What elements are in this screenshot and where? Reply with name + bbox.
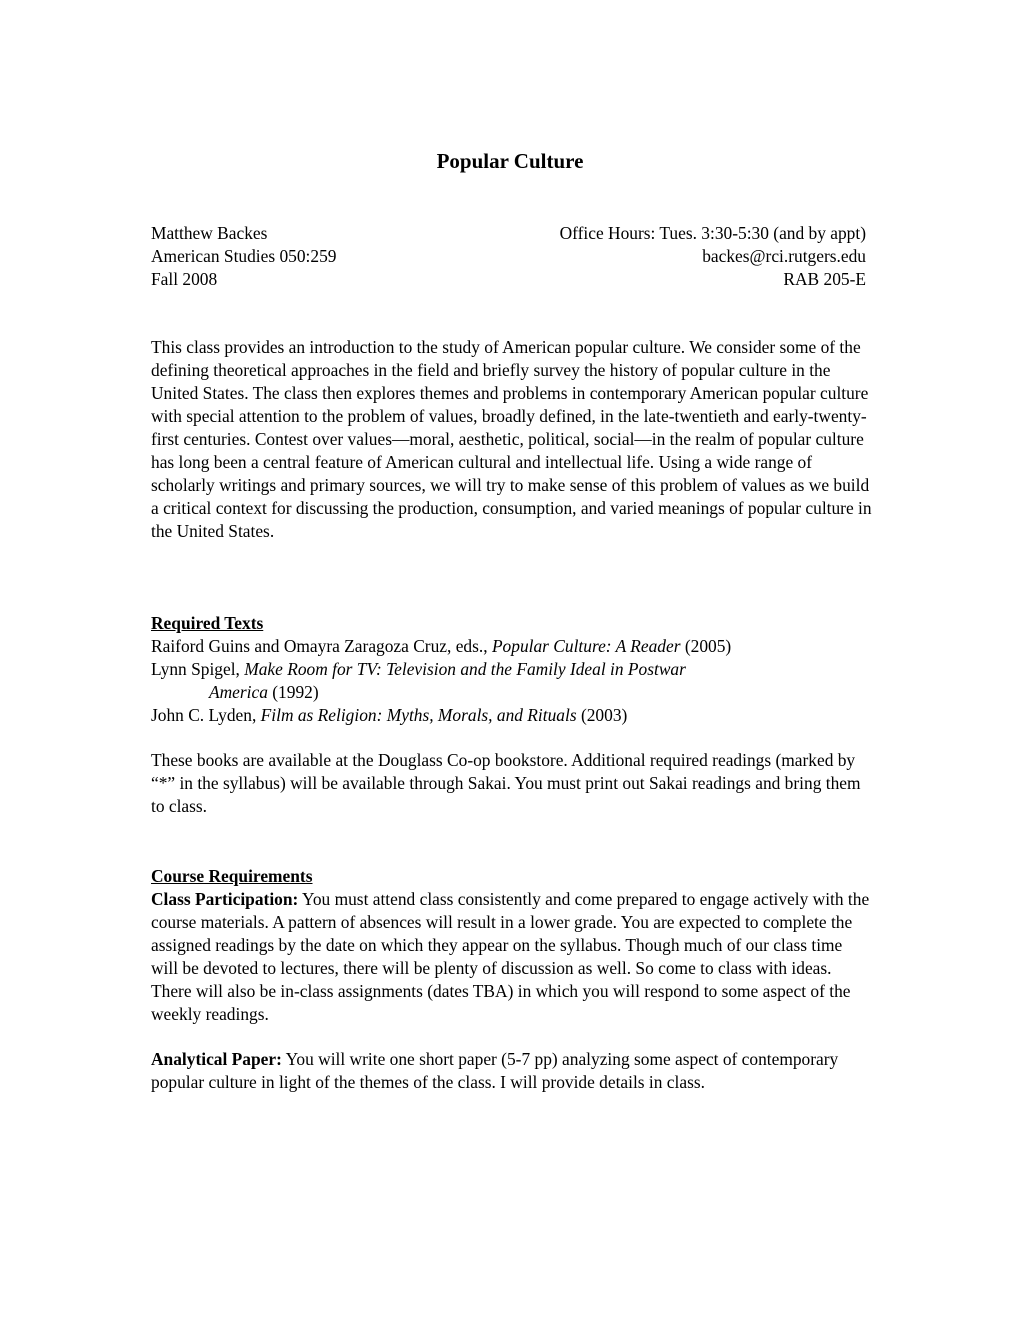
book-author: Lynn Spigel, [151,659,245,679]
office-hours: Office Hours: Tues. 3:30-5:30 (and by appt) [559,223,866,243]
page-title: Popular Culture [436,149,584,173]
book-title: Make Room for TV: Television and the Family Ideal in Postwar [244,659,686,679]
header-row-1 [151,222,866,245]
intro-paragraph: This class provides an introduction to the study of American popular culture. We consider some of the defining theoretical approaches in the field and briefly survey the history of popular culture in the United States. The class then explores themes and problems in contemporary American popular culture with special attention to the problem of values, broadly defined, in the late-twentieth and early-twenty-first centuries. Contest over values—moral, aesthetic, political, social—in the realm of popular culture has long been a central feature of American cultural and intellectual life. Using a wide range of scholarly writings and primary sources, we will try to make sense of this problem of values as we build a critical context for discussing the production, consumption, and varied meanings of popular culture in the United States. [151,337,872,541]
book-year: (2005) [680,636,732,656]
course-number: American Studies 050:259 [151,246,337,266]
book-title-cont: America [209,682,268,702]
office-location: RAB 205-E [783,269,866,289]
paper-paragraph [151,1048,873,1094]
book-year: (2003) [576,705,628,725]
book-title: Film as Religion: Myths, Morals, and Rituals [260,705,577,725]
book-year: (1992) [267,682,319,702]
book-author: John C. Lyden, [151,705,261,725]
course-requirements-heading: Course Requirements [151,866,313,886]
participation-label: Class Participation: [151,889,299,909]
participation-text: You must attend class consistently and come prepared to engage actively with the course materials. A pattern of absences will result in a lower grade. You are expected to complete the assigned readings by the date on which they appear on the syllabus. Though much of our class time will be devoted to lectures, there will be plenty of discussion as well. So come to class with ideas. There will also be in-class assignments (dates TBA) in which you will respond to some aspect of the weekly readings. [151,889,870,1024]
required-texts-heading: Required Texts [151,613,264,633]
term: Fall 2008 [151,269,218,289]
header-row-3 [151,268,866,291]
books-availability-note [151,749,873,818]
course-requirements-section [151,865,873,1026]
book-title: Popular Culture: A Reader [491,636,681,656]
participation-paragraph [151,888,873,1026]
book-title-continuation [151,681,873,704]
paper-label: Analytical Paper: [151,1049,282,1069]
required-texts-section [151,612,873,727]
books-note-paragraph: These books are available at the Douglass Co-op bookstore. Additional required readings (marked by “*” in the syllabus) will be available through Sakai. You must print out Sakai readings and bring them to class. [151,750,861,816]
header-row-2 [151,245,866,268]
paper-text: You will write one short paper (5-7 pp) analyzing some aspect of contemporary popular culture in light of the themes of the class. I will provide details in class. [151,1049,839,1092]
analytical-paper-section [151,1048,873,1094]
book-author: Raiford Guins and Omayra Zaragoza Cruz, eds., [151,636,492,656]
instructor-email: backes@rci.rutgers.edu [702,246,866,266]
book-entry [151,635,873,658]
book-entry [151,658,873,704]
course-description [151,336,873,543]
instructor-name: Matthew Backes [151,223,268,243]
book-entry [151,704,873,727]
